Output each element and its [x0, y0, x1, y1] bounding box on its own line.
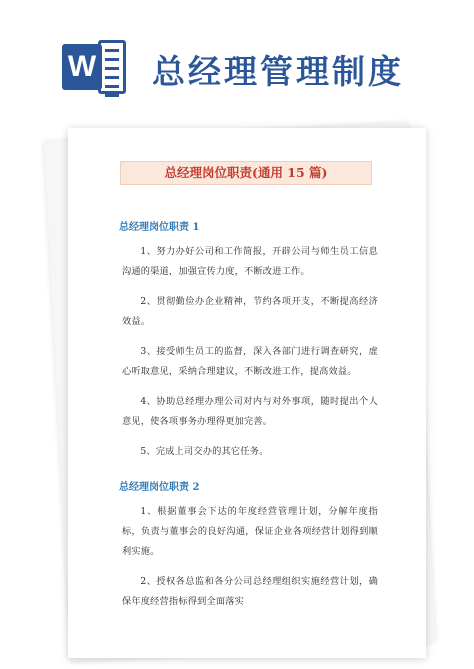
list-item: 1、根据董事会下达的年度经营管理计划，分解年度指标，负责与董事会的良好沟通，保证企业各项经营计划得到顺利实施。	[122, 506, 378, 557]
list-item: 1、努力办好公司和工作简报，开辟公司与师生员工信息沟通的渠道，加强宣传力度，不断改进工作。	[122, 246, 378, 277]
list-item: 2、贯彻勤俭办企业精神，节约各项开支，不断提高经济效益。	[122, 296, 378, 327]
section-heading: 总经理岗位职责 1	[119, 222, 200, 233]
word-lines-graphic	[98, 40, 126, 94]
section-heading: 总经理岗位职责 2	[119, 482, 200, 493]
list-item: 2、授权各总监和各分公司总经理组织实施经营计划，确保年度经营指标得到全面落实	[122, 576, 378, 607]
banner-title: 总经理管理制度	[152, 52, 404, 91]
word-icon	[62, 40, 128, 96]
document-page	[68, 128, 426, 658]
banner	[0, 0, 474, 110]
document-title: 总经理岗位职责(通用 15 篇)	[120, 161, 372, 185]
list-item: 3、接受师生员工的监督，深入各部门进行调查研究，虚心听取意见，采纳合理建议，不断改进工作，提高效益。	[122, 346, 378, 377]
word-letter: W	[62, 44, 102, 90]
list-item: 4、协助总经理办理公司对内与对外事项，随时提出个人意见，使各项事务办理得更加完善。	[122, 396, 378, 427]
list-item: 5、完成上司交办的其它任务。	[140, 446, 269, 457]
